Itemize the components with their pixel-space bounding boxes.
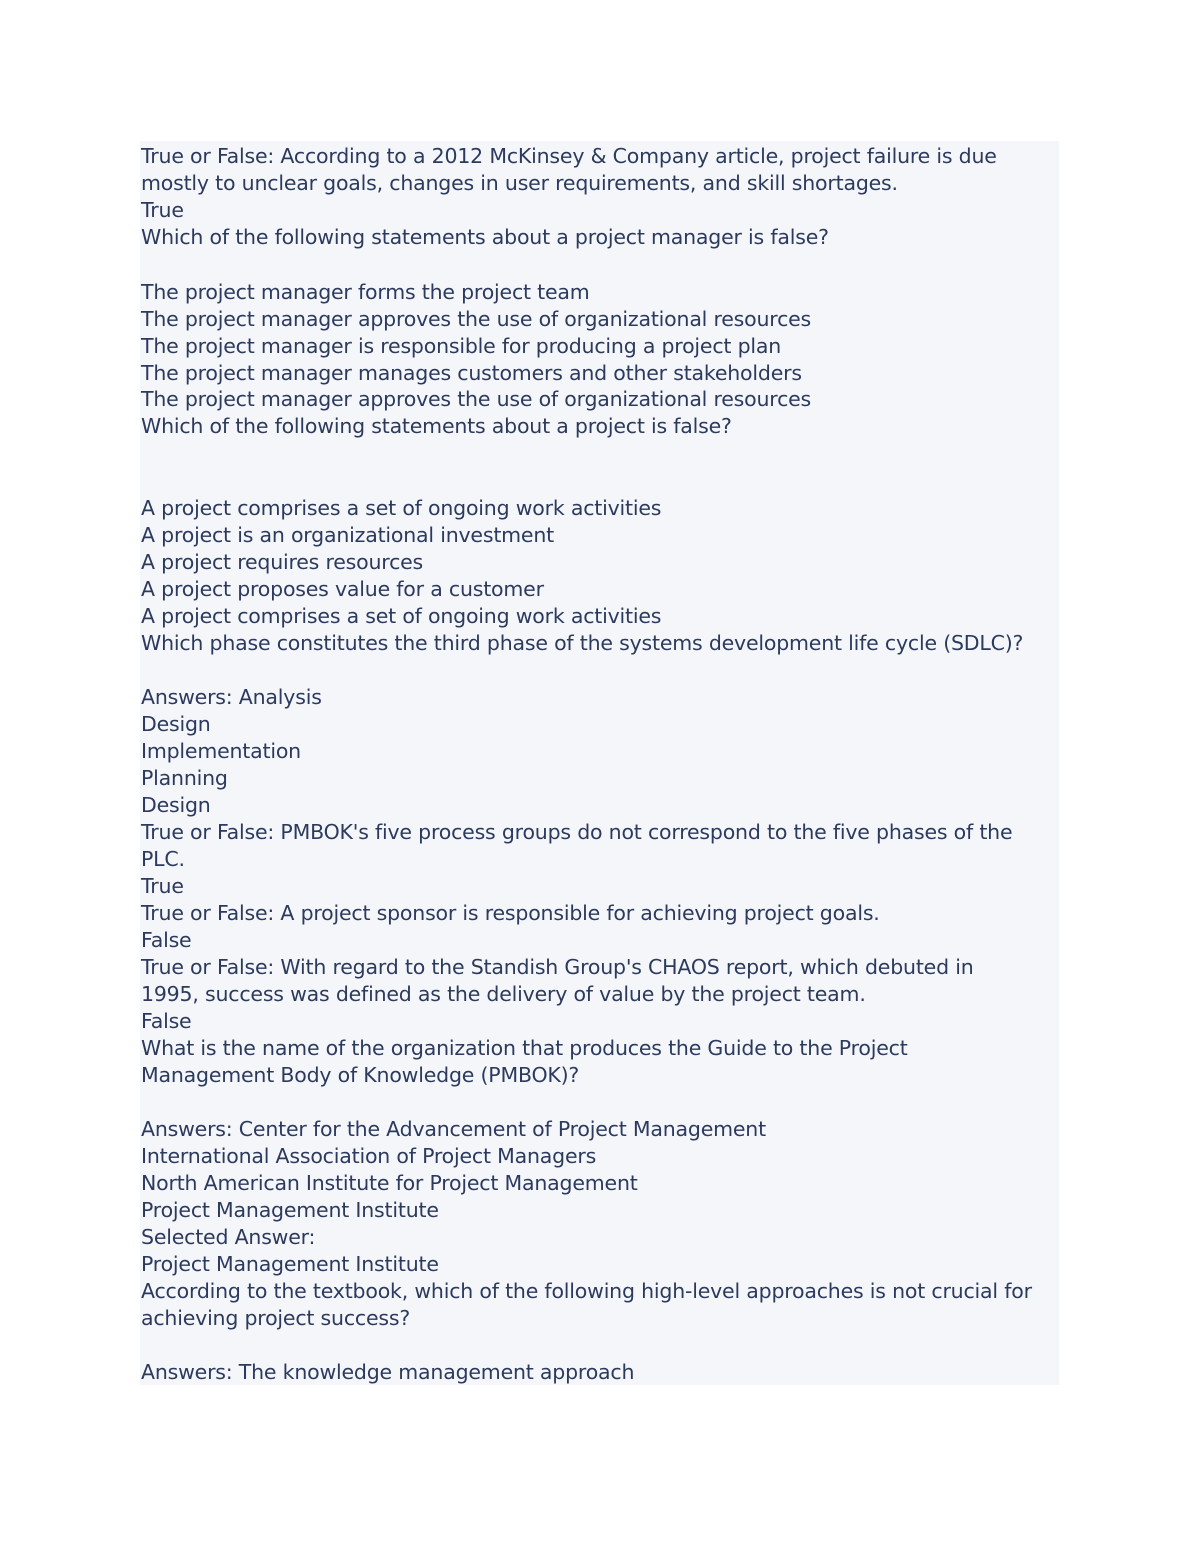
text-line: The project manager forms the project team (141, 280, 590, 304)
text-line: A project proposes value for a customer (141, 577, 544, 601)
text-line: International Association of Project Managers (141, 1144, 597, 1168)
text-line: Management Body of Knowledge (PMBOK)? (141, 1063, 580, 1087)
text-line: The project manager manages customers and other stakeholders (141, 361, 802, 385)
text-line: A project comprises a set of ongoing work activities (141, 496, 662, 520)
text-line: False (141, 928, 192, 952)
text-line: Answers: The knowledge management approach (141, 1360, 635, 1384)
text-line: 1995, success was defined as the delivery of value by the project team. (141, 982, 866, 1006)
text-line: A project is an organizational investment (141, 523, 554, 547)
text-line: Implementation (141, 739, 301, 763)
text-line: Answers: Center for the Advancement of Project Management (141, 1117, 766, 1141)
document-text-block (140, 141, 1059, 1385)
text-line: mostly to unclear goals, changes in user requirements, and skill shortages. (141, 171, 898, 195)
text-line: Answers: Analysis (141, 685, 322, 709)
text-line: Which of the following statements about a project is false? (141, 414, 732, 438)
text-line: Which of the following statements about a project manager is false? (141, 225, 829, 249)
text-line: A project comprises a set of ongoing work activities (141, 604, 662, 628)
text-line: True (141, 198, 184, 222)
text-line: Design (141, 793, 211, 817)
text-line: True or False: PMBOK's five process groups do not correspond to the five phases of the (141, 820, 1013, 844)
text-line: Project Management Institute (141, 1252, 439, 1276)
text-line: Project Management Institute (141, 1198, 439, 1222)
text-line: Selected Answer: (141, 1225, 316, 1249)
text-line: The project manager approves the use of organizational resources (141, 307, 812, 331)
text-line: True or False: According to a 2012 McKinsey & Company article, project failure is due (141, 144, 997, 168)
text-line: achieving project success? (141, 1306, 411, 1330)
text-line: Which phase constitutes the third phase of the systems development life cycle (SDLC)? (141, 631, 1024, 655)
text-line: Planning (141, 766, 228, 790)
text-line: False (141, 1009, 192, 1033)
text-line: North American Institute for Project Management (141, 1171, 638, 1195)
text-line: According to the textbook, which of the following high-level approaches is not crucial for (141, 1279, 1032, 1303)
text-line: True or False: With regard to the Standish Group's CHAOS report, which debuted in (141, 955, 974, 979)
text-line: What is the name of the organization that produces the Guide to the Project (141, 1036, 908, 1060)
text-line: The project manager approves the use of organizational resources (141, 387, 812, 411)
text-line: Design (141, 712, 211, 736)
text-line: The project manager is responsible for producing a project plan (141, 334, 782, 358)
text-line: PLC. (141, 847, 185, 871)
text-line: True or False: A project sponsor is responsible for achieving project goals. (141, 901, 880, 925)
text-line: A project requires resources (141, 550, 424, 574)
text-line: True (141, 874, 184, 898)
